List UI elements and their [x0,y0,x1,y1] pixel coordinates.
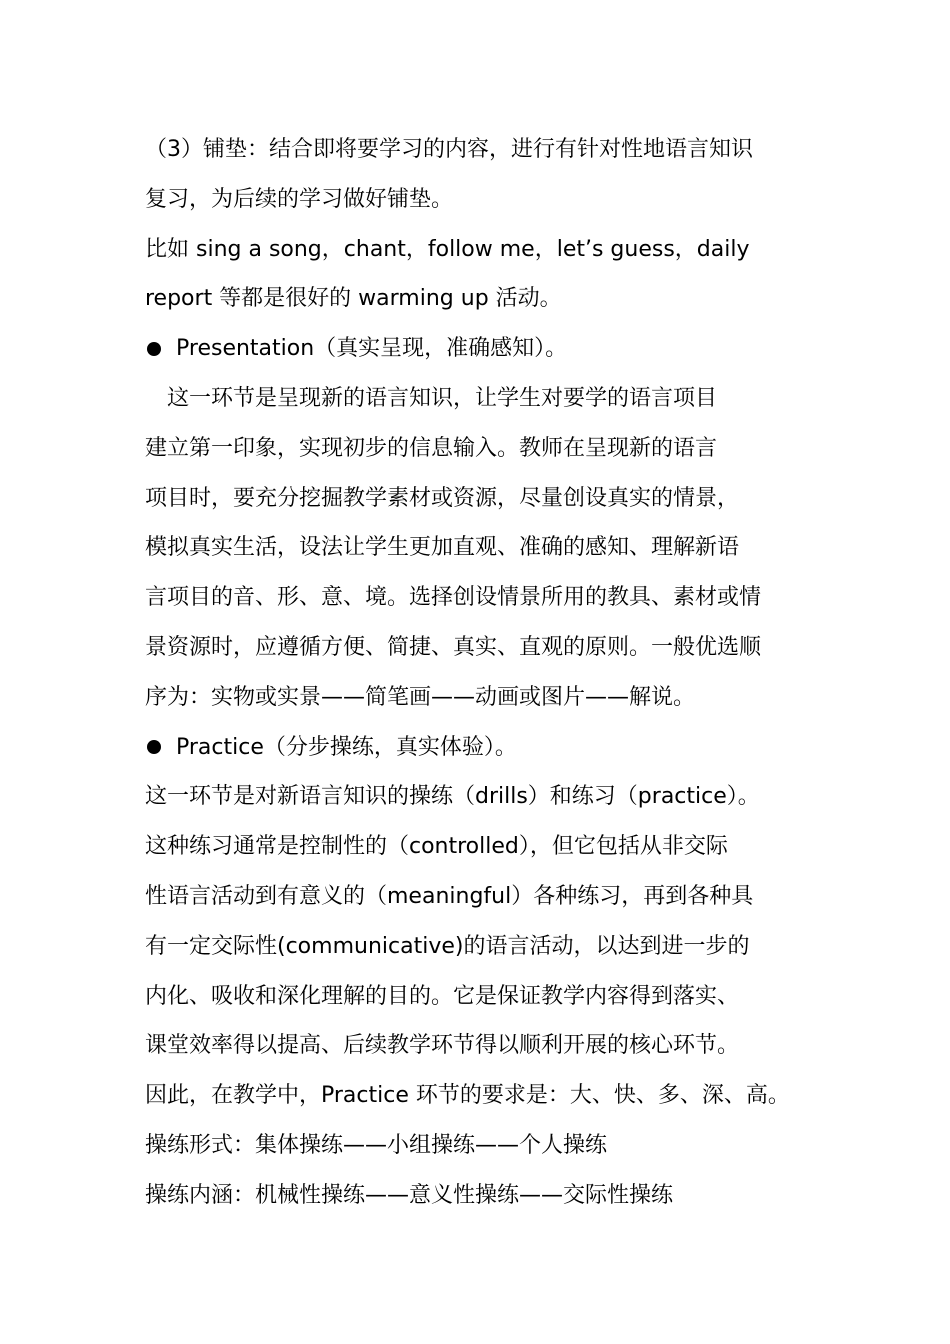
paragraph-line: 性语言活动到有意义的（meaningful）各种练习，再到各种具 [145,883,754,909]
paragraph-line: 内化、吸收和深化理解的目的。它是保证教学内容得到落实、 [145,983,740,1009]
paragraph-line: 建立第一印象，实现初步的信息输入。教师在呈现新的语言 [145,435,718,461]
presentation-heading-text: Presentation（真实呈现，准确感知）。 [176,336,568,362]
paragraph-line: 序为：实物或实景——简笔画——动画或图片——解说。 [145,684,696,710]
paragraph-line: （3）铺垫：结合即将要学习的内容，进行有针对性地语言知识 [145,137,753,162]
paragraph-line: 因此，在教学中，Practice 环节的要求是：大、快、多、深、高。 [145,1083,790,1109]
paragraph-line: 比如 sing a song，chant，follow me，let’s guess，daily [145,236,750,262]
paragraph-line: 这种练习通常是控制性的（controlled），但它包括从非交际 [145,834,728,860]
paragraph-line: 有一定交际性(communicative)的语言活动，以达到进一步的 [145,933,750,959]
practice-heading-text: Practice（分步操练，真实体验）。 [176,734,517,760]
paragraph-line: 这一环节是呈现新的语言知识，让学生对要学的语言项目 [167,385,718,411]
practice-heading [145,723,835,773]
presentation-heading [145,324,835,374]
paragraph-line: 这一环节是对新语言知识的操练（drills）和练习（practice）。 [145,784,760,810]
paragraph-line: 项目时，要充分挖掘教学素材或资源，尽量创设真实的情景， [145,485,740,511]
paragraph-line: 操练形式：集体操练——小组操练——个人操练 [145,1132,608,1158]
paragraph-line: 复习，为后续的学习做好铺垫。 [145,186,454,212]
paragraph-line: report 等都是很好的 warming up 活动。 [145,286,562,312]
paragraph-line: 言项目的音、形、意、境。选择创设情景所用的教具、素材或情 [145,585,762,611]
document-body [145,125,835,1221]
paragraph-line: 课堂效率得以提高、后续教学环节得以顺利开展的核心环节。 [145,1033,740,1059]
bullet-icon [147,342,161,356]
paragraph-line: 景资源时，应遵循方便、简捷、真实、直观的原则。一般优选顺 [145,634,762,660]
bullet-icon [147,740,161,754]
paragraph-line: 模拟真实生活，设法让学生更加直观、准确的感知、理解新语 [145,535,740,561]
paragraph-line: 操练内涵：机械性操练——意义性操练——交际性操练 [145,1182,674,1208]
